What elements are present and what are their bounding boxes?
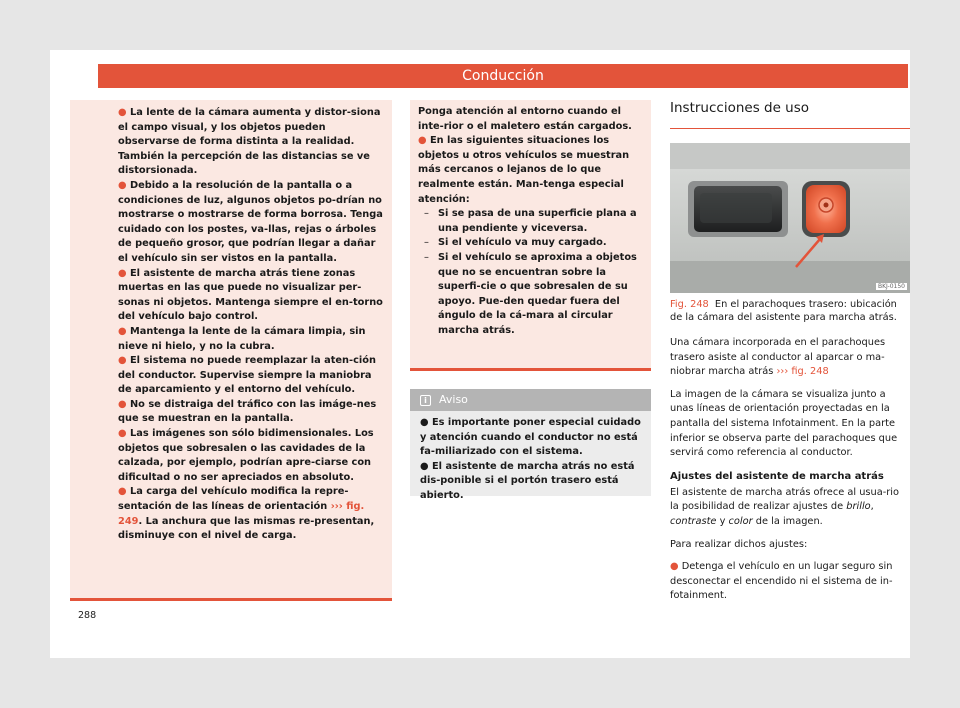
list-item: ● Detenga el vehículo en un lugar seguro sin desconectar el encendido ni el sistema de in-fotainment. bbox=[670, 561, 893, 602]
manual-page bbox=[50, 50, 910, 658]
warning-intro: Ponga atención al entorno cuando el inte-rior o el maletero están cargados. bbox=[418, 106, 632, 132]
bullet-icon: ● bbox=[118, 398, 127, 410]
bullet-icon: ● bbox=[118, 179, 127, 191]
notice-body bbox=[410, 411, 651, 504]
warning-item: ● En las siguientes situaciones los objetos u otros vehículos se muestran más cercanos o lejanos de lo que realmente están. Man-tenga especial atención: bbox=[418, 135, 630, 205]
notice-header bbox=[410, 389, 651, 411]
figure-link-arrows[interactable]: ››› bbox=[330, 501, 343, 513]
paragraph: Para realizar dichos ajustes: bbox=[670, 538, 808, 550]
bullet-icon: ● bbox=[420, 460, 429, 472]
dash-item: – Si se pasa de una superficie plana a una pendiente y viceversa. bbox=[424, 207, 643, 236]
figure-link-248[interactable]: fig. 248 bbox=[791, 366, 829, 378]
paragraph: La imagen de la cámara se visualiza junto a unas líneas de orientación proyectadas en la pantalla del sistema Infotainment. En la parte inferior se observa parte del parachoques que servirá como referencia al conductor. bbox=[670, 388, 898, 459]
notice-item: ● Es importante poner especial cuidado y atención cuando el conductor no está fa-miliarizado con el sistema. bbox=[420, 417, 641, 458]
bullet-icon: ● bbox=[118, 267, 127, 279]
warning-item: ● Las imágenes son sólo bidimensionales. Los objetos que sobresalen o las cavidades de la calzada, por ejemplo, podrían apre-ciarse con dificultad o no ser apreciados en absoluto. bbox=[118, 428, 374, 483]
section-title: Instrucciones de uso bbox=[670, 100, 810, 116]
bullet-icon: ● bbox=[670, 561, 679, 573]
figure-link-249[interactable]: fig. 249 bbox=[118, 501, 365, 527]
notice-title: Aviso bbox=[439, 393, 468, 406]
chapter-header: Conducción bbox=[98, 64, 908, 88]
dash-item: – Si el vehículo va muy cargado. bbox=[424, 236, 643, 251]
notice-item: ● El asistente de marcha atrás no está dis-ponible si el portón trasero está abierto. bbox=[420, 460, 635, 501]
notice-box bbox=[410, 389, 651, 501]
bullet-icon: ● bbox=[118, 355, 127, 367]
instructions-column bbox=[670, 100, 910, 604]
warning-item: ● El sistema no puede reemplazar la aten-ción del conductor. Supervise siempre la maniobra de aparcamiento y el entorno del vehículo. bbox=[118, 355, 376, 396]
paragraph: Una cámara incorporada en el parachoques trasero asiste al conductor al aparcar o ma-niobrar marcha atrás ››› fig. 248 bbox=[670, 337, 886, 378]
body-text bbox=[670, 336, 910, 604]
title-divider bbox=[670, 128, 910, 129]
figure-link-arrows[interactable]: ››› bbox=[776, 366, 789, 378]
subsection-title: Ajustes del asistente de marcha atrás bbox=[670, 470, 884, 482]
warning-box bbox=[410, 100, 651, 371]
bullet-icon: ● bbox=[118, 486, 127, 498]
bullet-icon: ● bbox=[418, 135, 427, 147]
bullet-icon: ● bbox=[420, 417, 429, 428]
rear-camera-figure bbox=[670, 143, 910, 293]
warning-item: ● No se distraiga del tráfico con las imáge-nes que se muestran en la pantalla. bbox=[118, 398, 377, 425]
dash-item: – Si el vehículo se aproxima a objetos que no se encuentran sobre la superfi-cie o que sobresalen de su apoyo. Pue-den quedar fuera del ángulo de la cá-mara al circular marcha atrás. bbox=[424, 251, 643, 339]
dash-list bbox=[424, 207, 643, 338]
warning-item: ● Debido a la resolución de la pantalla o a condiciones de luz, algunos objetos po-drían no mostrarse o mostrarse de forma borrosa. Tenga cuidado con los postes, va-llas, rejas o árboles de pequeño grosor, que podrían llegar a dañar el vehículo sin ser vistos en la pantalla. bbox=[118, 179, 383, 264]
bumper-camera-illustration bbox=[670, 143, 910, 293]
warning-item: ● El asistente de marcha atrás tiene zonas muertas en las que puede no visualizar per-sonas ni objetos. Mantenga siempre el en-torno del vehículo bajo control. bbox=[118, 267, 383, 323]
warning-box-continued bbox=[70, 100, 392, 601]
figure-caption: Fig. 248 En el parachoques trasero: ubicación de la cámara del asistente para marcha atrás. bbox=[670, 299, 897, 323]
figure-code: BKJ-0150 bbox=[877, 283, 905, 290]
page-number: 288 bbox=[78, 610, 97, 621]
warning-item: ● Mantenga la lente de la cámara limpia, sin nieve ni hielo, y no la cubra. bbox=[118, 325, 366, 352]
bullet-icon: ● bbox=[118, 325, 127, 337]
bullet-icon: ● bbox=[118, 107, 127, 118]
warning-item: ● La carga del vehículo modifica la repre-sentación de las líneas de orientación ››› fig. 249. La anchura que las mismas re-presentan, disminuye con el nivel de carga. bbox=[118, 486, 375, 542]
figure-label: Fig. 248 bbox=[670, 299, 709, 310]
bullet-icon: ● bbox=[118, 428, 127, 440]
info-icon: i bbox=[420, 395, 431, 406]
paragraph: El asistente de marcha atrás ofrece al usua-rio la posibilidad de realizar ajustes de brillo, contraste y color de la imagen. bbox=[670, 486, 900, 527]
warning-item: ● La lente de la cámara aumenta y distor-siona el campo visual, y los objetos pueden observarse de forma distinta a la realidad. También la percepción de las distancias se ve distorsionada. bbox=[118, 107, 381, 177]
